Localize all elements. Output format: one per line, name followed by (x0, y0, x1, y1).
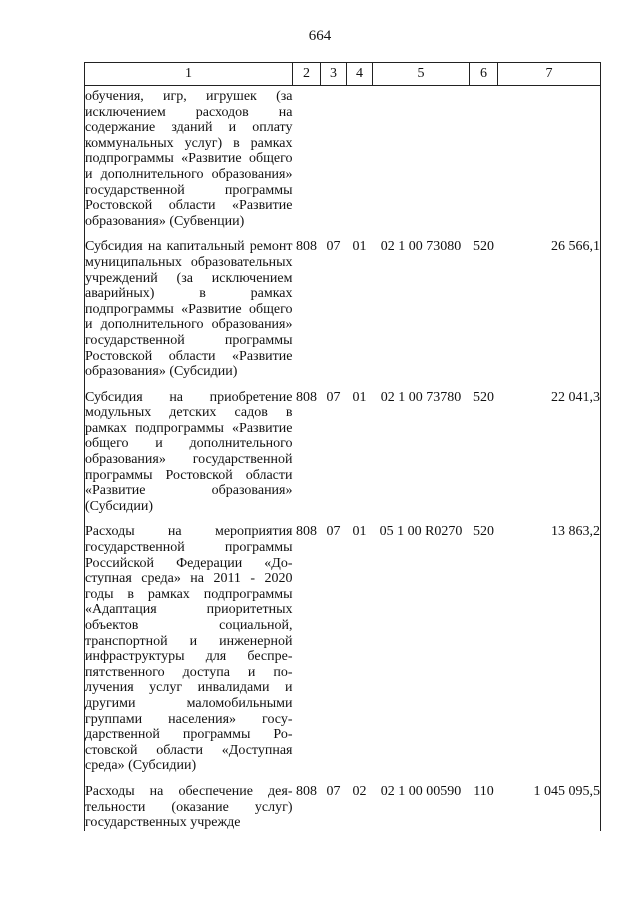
row-description: обучения, игр, игрушек (за исключением расходов на содержание зданий и оплату коммунальных услуг) в рамках подпрограммы «Развитие общего и дополнительного образования» государственной программы Ростовской области «Развитие образования» (Субвенции) (85, 86, 293, 230)
column-header-6: 6 (470, 63, 498, 86)
row-section: 07 (326, 783, 341, 799)
row-expense-type: 110 (473, 783, 494, 799)
row-amount: 13 863,2 (498, 524, 601, 774)
header-row (85, 63, 601, 86)
row-spacer (85, 514, 601, 524)
row-subsection: 01 (352, 389, 367, 405)
row-section (321, 86, 347, 230)
row-subsection: 02 (352, 783, 367, 799)
row-expense-type: 520 (473, 389, 494, 405)
row-target-article: 02 1 00 73080 (380, 239, 462, 255)
row-amount (498, 86, 601, 230)
table-row (85, 390, 601, 515)
row-spacer (85, 380, 601, 390)
row-ministry: 808 (296, 524, 317, 540)
row-amount: 1 045 095,5 (498, 784, 601, 831)
row-spacer (85, 774, 601, 784)
table-header (85, 63, 601, 86)
table-row (85, 86, 601, 230)
row-subsection (347, 86, 373, 230)
row-target-article (373, 86, 470, 230)
column-header-4: 4 (347, 63, 373, 86)
row-ministry: 808 (296, 239, 317, 255)
row-subsection: 01 (352, 239, 367, 255)
column-header-1: 1 (85, 63, 293, 86)
row-section: 07 (326, 524, 341, 540)
table-row (85, 784, 601, 831)
row-amount: 22 041,3 (498, 390, 601, 515)
budget-table (84, 62, 601, 831)
column-header-7: 7 (498, 63, 601, 86)
table-row (85, 239, 601, 379)
row-section: 07 (326, 239, 341, 255)
row-amount: 26 566,1 (498, 239, 601, 379)
row-target-article: 02 1 00 00590 (380, 783, 462, 799)
row-target-article: 05 1 00 R0270 (379, 524, 463, 540)
row-description: Субсидия на приобретение модульных детских садов в рамках подпрограммы «Развитие общего и дополнительного образования» государственной программы Ростовской области «Развитие образования» (Субсидии) (85, 389, 293, 514)
table-body (85, 86, 601, 831)
row-ministry: 808 (296, 783, 317, 799)
row-target-article: 02 1 00 73780 (380, 389, 462, 405)
row-spacer (85, 229, 601, 239)
column-header-2: 2 (293, 63, 321, 86)
row-subsection: 01 (352, 524, 367, 540)
row-description: Субсидия на капитальный ремонт муниципальных образовательных учреждений (за исключением аварийных) в рамках подпрограммы «Развитие общего и дополнительного образования» государственной программы Ростовской области «Развитие образования» (Субсидии) (85, 239, 293, 380)
table-row (85, 524, 601, 774)
row-expense-type: 520 (473, 239, 494, 255)
row-ministry: 808 (296, 389, 317, 405)
row-expense-type (470, 86, 498, 230)
column-header-3: 3 (321, 63, 347, 86)
row-description: Расходы на мероприятия государственной программы Российской Федерации «Доступная среда» на 2011 - 2020 годы в рамках подпрограммы «Адаптация приоритетных объектов социальной, транспортной и инженерной инфраструктуры для беспрепятственного доступа и получения услуг инвалидами и другими маломобильными группами населения» государственной программы Ростовской области «Доступная среда» (Субсидии) (85, 524, 293, 774)
column-header-5: 5 (373, 63, 470, 86)
page-number: 664 (308, 28, 332, 44)
row-ministry (293, 86, 321, 230)
row-section: 07 (326, 389, 341, 405)
row-description: Расходы на обеспечение деятельности (оказание услуг) государственных учрежде (85, 783, 293, 831)
row-expense-type: 520 (473, 524, 494, 540)
